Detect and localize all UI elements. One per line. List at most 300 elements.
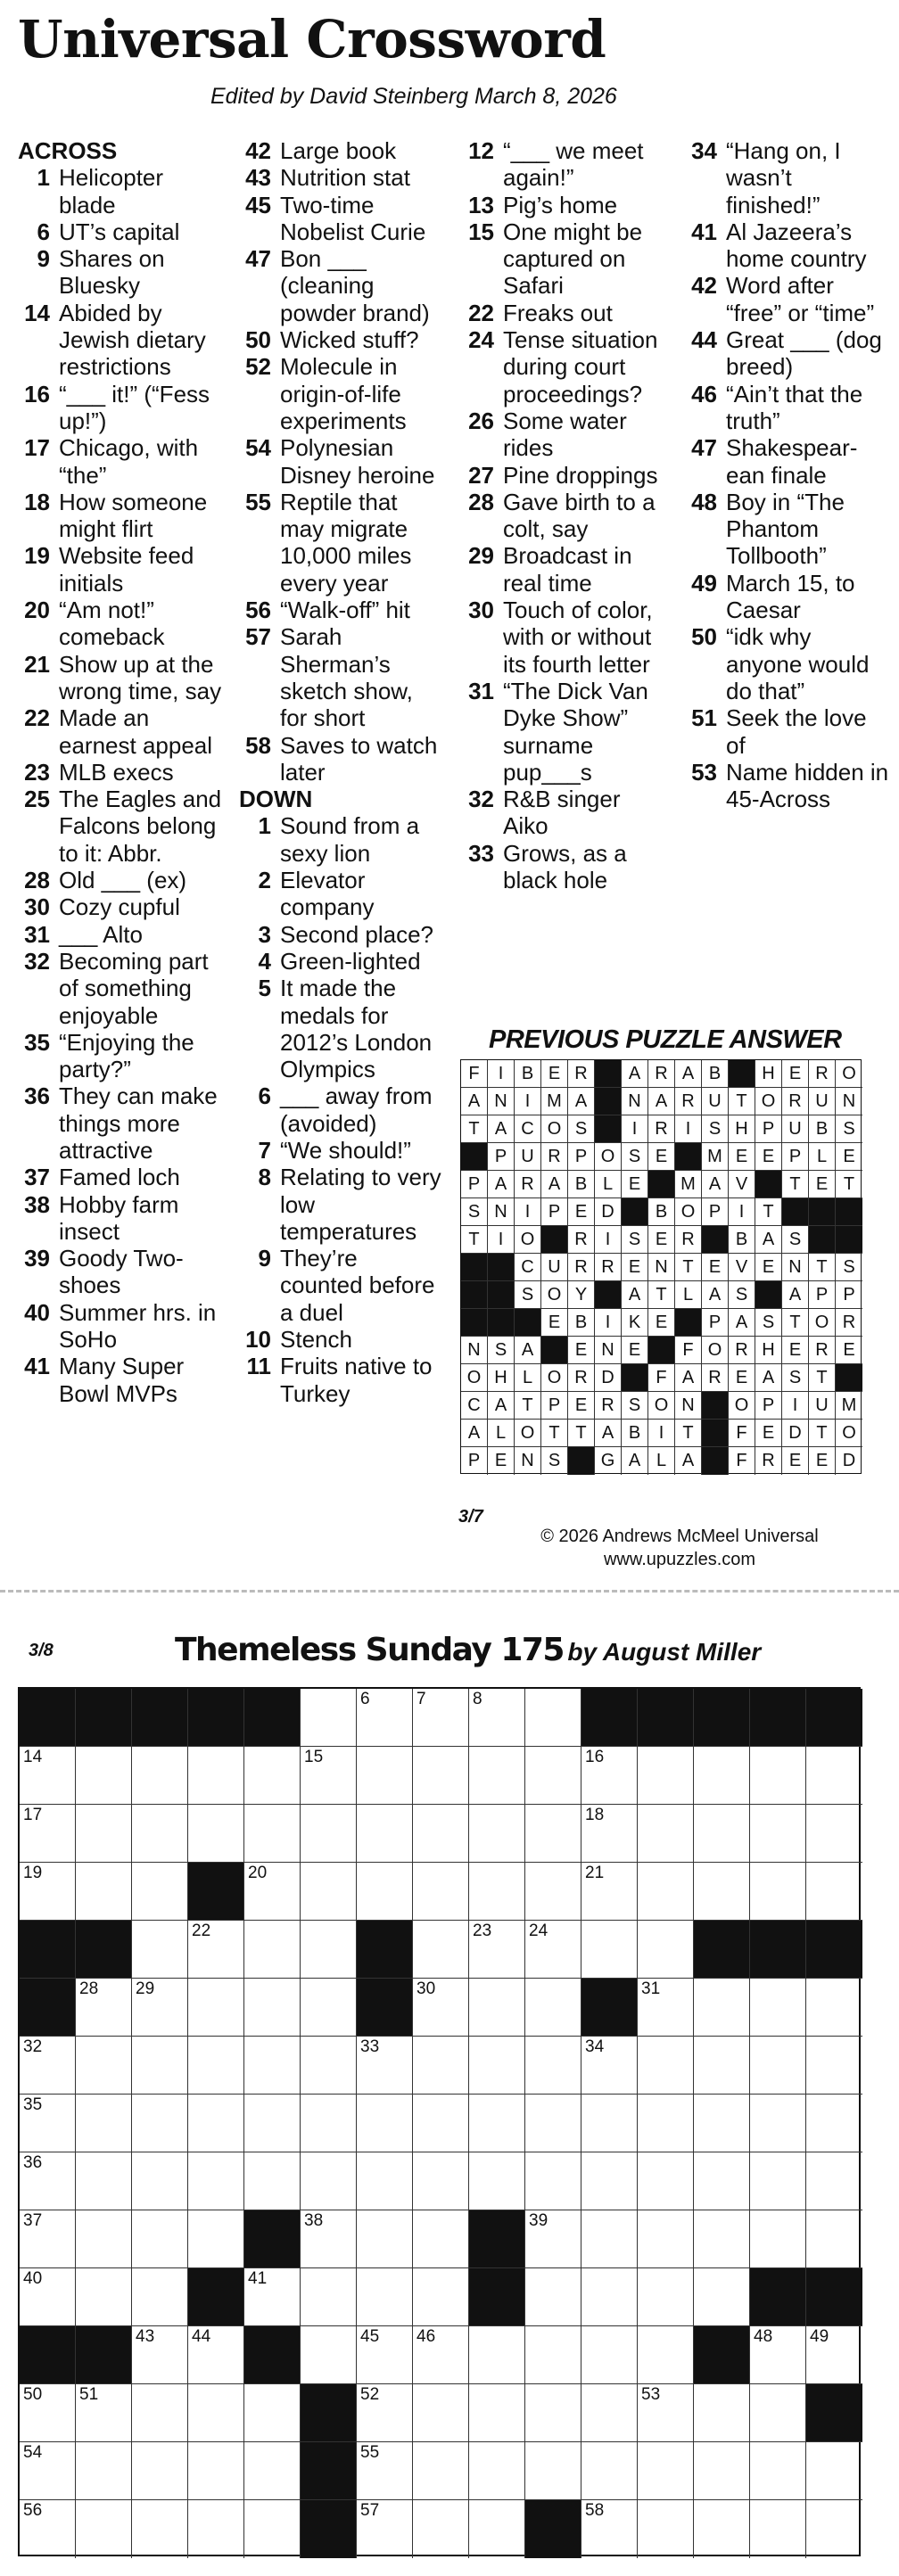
grid-cell[interactable] [413, 2037, 469, 2095]
previous-letter-cell: S [488, 1337, 515, 1364]
grid-cell[interactable] [357, 1689, 413, 1747]
grid-cell[interactable] [750, 2326, 806, 2384]
grid-cell[interactable] [638, 2037, 694, 2095]
previous-letter-cell: I [622, 1115, 648, 1143]
grid-cell[interactable] [469, 2326, 525, 2384]
grid-cell[interactable] [244, 2152, 301, 2210]
previous-letter-cell: V [729, 1254, 755, 1281]
grid-cell[interactable] [525, 1863, 581, 1921]
clue-item [462, 786, 669, 840]
grid-cell[interactable] [581, 2268, 638, 2326]
cell-number: 16 [585, 1748, 605, 1766]
grid-cell[interactable] [76, 2037, 132, 2095]
grid-cell[interactable] [806, 1805, 862, 1863]
clue-number: 49 [691, 569, 717, 597]
grid-cell[interactable] [301, 2152, 357, 2210]
grid-cell[interactable] [581, 2500, 638, 2558]
grid-cell[interactable] [638, 2326, 694, 2384]
grid-cell[interactable] [76, 1805, 132, 1863]
previous-letter-cell: I [675, 1115, 702, 1143]
grid-cell[interactable] [357, 2326, 413, 2384]
grid-cell[interactable] [694, 2442, 750, 2500]
cell-number: 41 [248, 2269, 268, 2288]
grid-cell[interactable] [750, 2210, 806, 2268]
grid-block-cell [750, 1921, 806, 1979]
grid-cell[interactable] [244, 2268, 301, 2326]
grid-cell[interactable] [638, 2442, 694, 2500]
clue-number: 47 [245, 245, 271, 273]
previous-letter-cell: U [515, 1143, 541, 1171]
grid-cell[interactable] [76, 2095, 132, 2152]
grid-cell[interactable] [469, 2037, 525, 2095]
previous-letter-cell: E [755, 1143, 782, 1171]
previous-letter-cell: A [488, 1171, 515, 1198]
grid-cell[interactable] [188, 2037, 244, 2095]
previous-letter-cell: R [702, 1364, 729, 1392]
grid-cell[interactable] [188, 2500, 244, 2558]
clue-text: “___ it!” (“Fess up!”) [59, 380, 210, 434]
clue-item [18, 597, 223, 651]
clue-text: Pig’s home [503, 191, 618, 218]
previous-letter-cell: R [515, 1171, 541, 1198]
grid-cell[interactable] [357, 2210, 413, 2268]
grid-cell[interactable] [76, 2152, 132, 2210]
grid-cell[interactable] [469, 1747, 525, 1805]
grid-cell[interactable] [188, 1921, 244, 1979]
grid-cell[interactable] [301, 2210, 357, 2268]
previous-letter-cell: E [809, 1447, 836, 1475]
previous-answer-heading: PREVIOUS PUZZLE ANSWER [489, 1025, 842, 1054]
grid-cell[interactable] [694, 2384, 750, 2442]
grid-cell[interactable] [525, 2268, 581, 2326]
grid-cell[interactable] [638, 2268, 694, 2326]
grid-cell[interactable] [20, 2500, 76, 2558]
grid-cell[interactable] [525, 2442, 581, 2500]
grid-cell[interactable] [525, 2210, 581, 2268]
grid-block-cell [694, 1689, 750, 1747]
clue-number: 7 [258, 1136, 271, 1164]
grid-cell[interactable] [581, 1921, 638, 1979]
previous-letter-cell: L [515, 1364, 541, 1392]
grid-cell[interactable] [132, 2152, 188, 2210]
previous-letter-cell: L [648, 1447, 675, 1475]
grid-cell[interactable] [132, 1805, 188, 1863]
grid-cell[interactable] [132, 2326, 188, 2384]
grid-cell[interactable] [638, 1921, 694, 1979]
grid-cell[interactable] [525, 1921, 581, 1979]
grid-cell[interactable] [750, 1805, 806, 1863]
grid-cell[interactable] [357, 2384, 413, 2442]
grid-cell[interactable] [806, 2500, 862, 2558]
previous-letter-cell: A [488, 1392, 515, 1420]
grid-cell[interactable] [806, 2210, 862, 2268]
grid-cell[interactable] [188, 2210, 244, 2268]
cell-number: 33 [360, 2037, 380, 2056]
cell-number: 43 [136, 2327, 155, 2346]
grid-cell[interactable] [132, 2268, 188, 2326]
grid-cell[interactable] [301, 1921, 357, 1979]
grid-cell[interactable] [413, 1747, 469, 1805]
grid-cell[interactable] [301, 2268, 357, 2326]
previous-letter-cell: T [755, 1198, 782, 1226]
grid-cell[interactable] [806, 2095, 862, 2152]
grid-cell[interactable] [694, 2210, 750, 2268]
grid-cell[interactable] [694, 2268, 750, 2326]
clue-text: Summer hrs. in SoHo [59, 1298, 217, 1354]
clue-number: 37 [24, 1164, 50, 1191]
grid-cell[interactable] [806, 2152, 862, 2210]
grid-cell[interactable] [413, 1863, 469, 1921]
grid-cell[interactable] [469, 1689, 525, 1747]
grid-cell[interactable] [301, 1747, 357, 1805]
clue-number: 18 [24, 488, 50, 515]
grid-cell[interactable] [188, 1805, 244, 1863]
cell-number: 37 [23, 2211, 43, 2230]
grid-cell[interactable] [581, 2326, 638, 2384]
grid-cell[interactable] [244, 2384, 301, 2442]
cell-number: 56 [23, 2501, 43, 2520]
copyright-text: © 2026 Andrews McMeel Universal [540, 1527, 819, 1546]
clue-text: Two-time Nobelist Curie [280, 191, 426, 245]
grid-cell[interactable] [244, 1921, 301, 1979]
clue-text: Nutrition stat [280, 164, 410, 192]
grid-cell[interactable] [76, 1863, 132, 1921]
grid-cell[interactable] [638, 2384, 694, 2442]
grid-cell[interactable] [413, 2500, 469, 2558]
grid-cell[interactable] [244, 1805, 301, 1863]
grid-cell[interactable] [76, 2384, 132, 2442]
previous-letter-cell: R [568, 1254, 595, 1281]
grid-cell[interactable] [357, 2442, 413, 2500]
grid-cell[interactable] [188, 2152, 244, 2210]
previous-letter-cell: E [622, 1254, 648, 1281]
clue-number: 32 [468, 786, 494, 813]
grid-cell[interactable] [806, 1863, 862, 1921]
previous-letter-cell: O [515, 1226, 541, 1254]
grid-cell[interactable] [638, 1863, 694, 1921]
grid-cell[interactable] [694, 2095, 750, 2152]
grid-cell[interactable] [638, 2152, 694, 2210]
clue-number: 52 [245, 353, 271, 381]
website-link[interactable]: www.upuzzles.com [603, 1550, 756, 1569]
grid-cell[interactable] [244, 2095, 301, 2152]
grid-cell[interactable] [357, 1863, 413, 1921]
grid-cell[interactable] [20, 2095, 76, 2152]
grid-cell[interactable] [581, 2095, 638, 2152]
grid-cell[interactable] [638, 2500, 694, 2558]
grid-cell[interactable] [581, 2152, 638, 2210]
grid-cell[interactable] [806, 1979, 862, 2037]
previous-letter-cell: T [461, 1226, 488, 1254]
previous-letter-cell: O [648, 1392, 675, 1420]
previous-letter-cell: E [702, 1254, 729, 1281]
previous-letter-cell: A [461, 1420, 488, 1447]
clue-number: 58 [245, 731, 271, 759]
clue-item [462, 678, 669, 786]
grid-cell[interactable] [581, 1747, 638, 1805]
grid-cell[interactable] [132, 2095, 188, 2152]
grid-cell[interactable] [581, 2384, 638, 2442]
grid-cell[interactable] [20, 2210, 76, 2268]
grid-cell[interactable] [20, 2037, 76, 2095]
grid-cell[interactable] [20, 1747, 76, 1805]
grid-cell[interactable] [357, 1805, 413, 1863]
previous-letter-cell: R [675, 1226, 702, 1254]
clue-item [685, 137, 890, 218]
grid-cell[interactable] [806, 2442, 862, 2500]
grid-cell[interactable] [638, 1979, 694, 2037]
grid-cell[interactable] [188, 1747, 244, 1805]
grid-cell[interactable] [301, 2037, 357, 2095]
grid-cell[interactable] [750, 2442, 806, 2500]
grid-cell[interactable] [301, 1863, 357, 1921]
grid-cell[interactable] [76, 1979, 132, 2037]
clue-text: Second place? [280, 920, 434, 948]
grid-cell[interactable] [525, 2384, 581, 2442]
grid-cell[interactable] [581, 2037, 638, 2095]
clue-text: UT’s capital [59, 218, 180, 245]
grid-cell[interactable] [469, 2442, 525, 2500]
grid-cell[interactable] [132, 1921, 188, 1979]
previous-block-cell [675, 1143, 702, 1171]
grid-cell[interactable] [413, 1921, 469, 1979]
grid-cell[interactable] [76, 2442, 132, 2500]
grid-cell[interactable] [413, 1805, 469, 1863]
grid-cell[interactable] [413, 1689, 469, 1747]
grid-cell[interactable] [469, 2384, 525, 2442]
grid-cell[interactable] [132, 2037, 188, 2095]
clue-item [462, 326, 669, 407]
grid-cell[interactable] [188, 2095, 244, 2152]
clue-text: Word after “free” or “time” [726, 272, 875, 326]
clue-number: 42 [691, 272, 717, 300]
grid-cell[interactable] [806, 2326, 862, 2384]
grid-cell[interactable] [20, 1863, 76, 1921]
grid-cell[interactable] [301, 2326, 357, 2384]
clue-item [239, 434, 446, 489]
grid-cell[interactable] [413, 1979, 469, 2037]
grid-cell[interactable] [806, 1747, 862, 1805]
grid-cell[interactable] [638, 2210, 694, 2268]
previous-block-cell [461, 1254, 488, 1281]
grid-cell[interactable] [76, 2268, 132, 2326]
grid-cell[interactable] [581, 2442, 638, 2500]
previous-block-cell [461, 1281, 488, 1309]
previous-letter-cell: O [541, 1115, 568, 1143]
grid-cell[interactable] [76, 2500, 132, 2558]
grid-cell[interactable] [132, 1747, 188, 1805]
grid-cell[interactable] [469, 2095, 525, 2152]
clue-item [239, 353, 446, 434]
grid-cell[interactable] [694, 1863, 750, 1921]
previous-letter-cell: E [568, 1337, 595, 1364]
grid-cell[interactable] [525, 1689, 581, 1747]
grid-cell[interactable] [132, 1863, 188, 1921]
grid-cell[interactable] [694, 2152, 750, 2210]
grid-cell[interactable] [694, 2037, 750, 2095]
grid-cell[interactable] [750, 1863, 806, 1921]
grid-cell[interactable] [638, 1747, 694, 1805]
previous-letter-cell: P [809, 1281, 836, 1309]
clue-item [18, 381, 223, 435]
grid-block-cell [525, 2500, 581, 2558]
grid-block-cell [750, 1689, 806, 1747]
clue-item [18, 489, 223, 543]
grid-cell[interactable] [413, 2384, 469, 2442]
grid-cell[interactable] [132, 2210, 188, 2268]
grid-cell[interactable] [357, 2037, 413, 2095]
grid-cell[interactable] [694, 1805, 750, 1863]
grid-cell[interactable] [20, 2442, 76, 2500]
grid-cell[interactable] [750, 2500, 806, 2558]
previous-letter-cell: E [488, 1447, 515, 1475]
previous-letter-cell: O [461, 1364, 488, 1392]
grid-cell[interactable] [301, 1689, 357, 1747]
previous-letter-cell: S [568, 1115, 595, 1143]
grid-cell[interactable] [132, 2500, 188, 2558]
grid-cell[interactable] [301, 1979, 357, 2037]
grid-cell[interactable] [638, 2095, 694, 2152]
grid-block-cell [301, 2442, 357, 2500]
grid-cell[interactable] [750, 2384, 806, 2442]
previous-letter-cell: E [809, 1171, 836, 1198]
grid-block-cell [20, 1921, 76, 1979]
cell-number: 21 [585, 1864, 605, 1882]
clue-text: Gave birth to a colt, say [503, 488, 656, 543]
clue-text: Many Super Bowl MVPs [59, 1353, 185, 1407]
grid-cell[interactable] [469, 1805, 525, 1863]
grid-cell[interactable] [413, 2210, 469, 2268]
grid-cell[interactable] [301, 2095, 357, 2152]
previous-letter-cell: I [595, 1309, 622, 1337]
clue-number: 50 [245, 326, 271, 354]
previous-letter-cell: S [836, 1254, 862, 1281]
grid-cell[interactable] [188, 2384, 244, 2442]
grid-cell[interactable] [244, 1979, 301, 2037]
grid-cell[interactable] [20, 2384, 76, 2442]
grid-cell[interactable] [750, 1979, 806, 2037]
previous-letter-cell: R [782, 1088, 809, 1115]
grid-cell[interactable] [244, 1747, 301, 1805]
previous-letter-cell: U [809, 1088, 836, 1115]
grid-cell[interactable] [525, 1747, 581, 1805]
clue-number: 53 [691, 758, 717, 786]
grid-cell[interactable] [413, 2095, 469, 2152]
grid-cell[interactable] [581, 1863, 638, 1921]
clue-text: “Ain’t that the truth” [726, 380, 863, 434]
grid-cell[interactable] [413, 2152, 469, 2210]
grid-cell[interactable] [750, 2037, 806, 2095]
grid-cell[interactable] [244, 2037, 301, 2095]
grid-cell[interactable] [750, 2152, 806, 2210]
grid-cell[interactable] [694, 1979, 750, 2037]
grid-cell[interactable] [132, 2442, 188, 2500]
grid-cell[interactable] [132, 2384, 188, 2442]
grid-cell[interactable] [525, 2095, 581, 2152]
clue-text: Some water rides [503, 407, 627, 462]
grid-cell[interactable] [357, 2500, 413, 2558]
grid-cell[interactable] [188, 2326, 244, 2384]
previous-letter-cell: P [755, 1392, 782, 1420]
grid-cell[interactable] [413, 2326, 469, 2384]
grid-cell[interactable] [244, 2500, 301, 2558]
grid-cell[interactable] [244, 1863, 301, 1921]
previous-letter-cell: R [568, 1364, 595, 1392]
grid-cell[interactable] [469, 2152, 525, 2210]
grid-cell[interactable] [694, 1747, 750, 1805]
grid-cell[interactable] [694, 2500, 750, 2558]
grid-cell[interactable] [357, 2095, 413, 2152]
grid-cell[interactable] [301, 1805, 357, 1863]
grid-cell[interactable] [525, 2326, 581, 2384]
grid-cell[interactable] [20, 2152, 76, 2210]
grid-cell[interactable] [750, 1747, 806, 1805]
grid-cell[interactable] [413, 2268, 469, 2326]
previous-letter-cell: A [755, 1364, 782, 1392]
clue-number: 36 [24, 1082, 50, 1110]
grid-cell[interactable] [750, 2095, 806, 2152]
grid-cell[interactable] [469, 1979, 525, 2037]
grid-cell[interactable] [581, 2210, 638, 2268]
grid-cell[interactable] [357, 2152, 413, 2210]
grid-cell[interactable] [525, 2037, 581, 2095]
clue-text: Saves to watch later [280, 731, 438, 786]
clue-item [462, 137, 669, 192]
clue-text: One might be captured on Safari [503, 218, 643, 300]
grid-cell[interactable] [638, 1805, 694, 1863]
cell-number: 45 [360, 2327, 380, 2346]
previous-block-cell [541, 1337, 568, 1364]
previous-letter-cell: N [595, 1337, 622, 1364]
grid-cell[interactable] [469, 2500, 525, 2558]
clue-item [18, 300, 223, 381]
crossword-grid[interactable] [18, 1687, 861, 2556]
previous-letter-cell: O [541, 1281, 568, 1309]
grid-cell[interactable] [244, 2442, 301, 2500]
grid-cell[interactable] [357, 2268, 413, 2326]
grid-cell[interactable] [188, 2442, 244, 2500]
grid-cell[interactable] [469, 1863, 525, 1921]
grid-cell[interactable] [188, 1979, 244, 2037]
grid-cell[interactable] [357, 1747, 413, 1805]
clue-item [18, 948, 223, 1029]
grid-cell[interactable] [525, 1805, 581, 1863]
grid-cell[interactable] [525, 1979, 581, 2037]
grid-cell[interactable] [76, 2210, 132, 2268]
grid-cell[interactable] [413, 2442, 469, 2500]
cell-number: 49 [810, 2327, 829, 2346]
grid-cell[interactable] [20, 2268, 76, 2326]
grid-cell[interactable] [20, 1805, 76, 1863]
grid-cell[interactable] [806, 2037, 862, 2095]
previous-letter-cell: T [675, 1254, 702, 1281]
previous-letter-cell: P [836, 1281, 862, 1309]
clue-number: 46 [691, 380, 717, 407]
previous-letter-cell: A [702, 1281, 729, 1309]
editor-byline: Edited by David Steinberg March 8, 2026 [210, 84, 617, 109]
grid-cell[interactable] [581, 1805, 638, 1863]
grid-cell[interactable] [525, 2152, 581, 2210]
grid-cell[interactable] [76, 1747, 132, 1805]
grid-cell[interactable] [469, 1921, 525, 1979]
previous-letter-cell: T [568, 1420, 595, 1447]
previous-letter-cell: A [675, 1060, 702, 1088]
grid-cell[interactable] [132, 1979, 188, 2037]
clue-number: 26 [468, 407, 494, 434]
puzzle-byline: by August Miller [567, 1638, 762, 1666]
cell-number: 22 [192, 1922, 211, 1940]
previous-block-cell [702, 1447, 729, 1475]
